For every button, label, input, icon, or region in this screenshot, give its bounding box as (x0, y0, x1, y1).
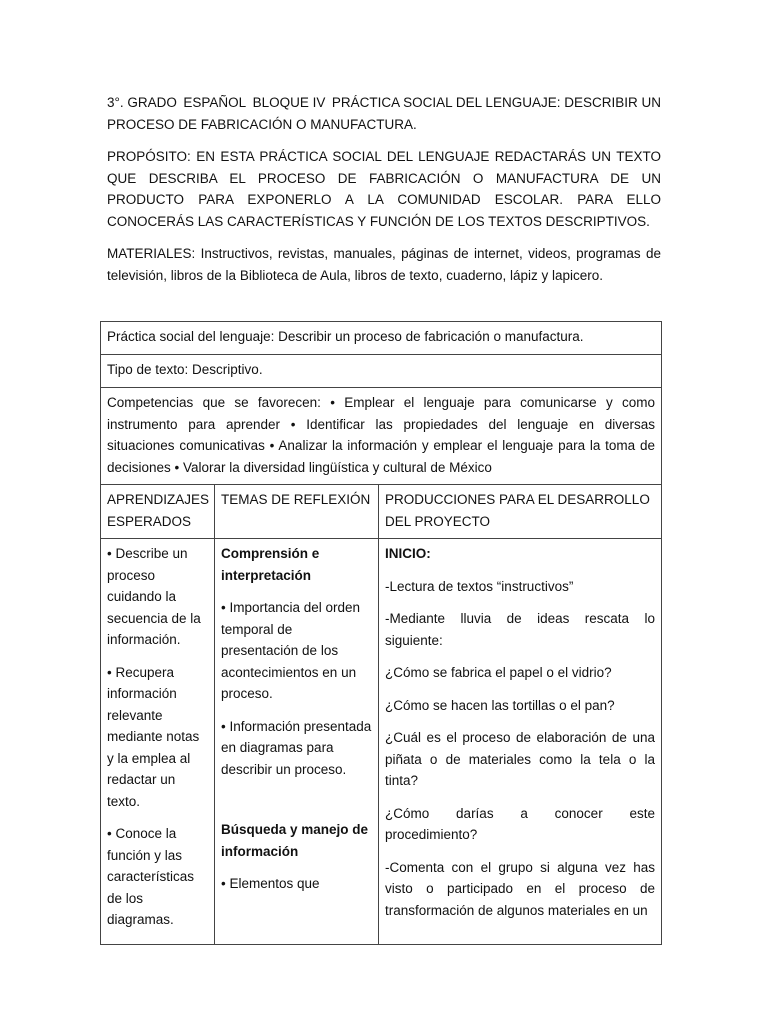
topic-heading: Búsqueda y manejo de información (221, 822, 369, 859)
topics-cell (215, 539, 379, 945)
production-line: -Lectura de textos “instructivos” (385, 578, 574, 594)
topic-heading: Comprensión e interpretación (221, 546, 320, 583)
col-header-productions: PRODUCCIONES PARA EL DESARROLLO DEL PROYECTO (379, 485, 662, 539)
learning-item: • Recupera información relevante mediante notas y la emplea al redactar un texto. (107, 664, 200, 809)
block-label: BLOQUE IV (252, 95, 326, 110)
table-row (101, 539, 662, 945)
production-line: -Comenta con el grupo si alguna vez has visto o participado en el proceso de transformación de algunos materiales en un (385, 859, 655, 918)
production-line: ¿Cuál es el proceso de elaboración de una piñata o de materiales como la tela o la tinta? (385, 730, 655, 788)
intro-section (107, 92, 661, 297)
practice-row: Práctica social del lenguaje: Describir un proceso de fabricación o manufactura. (101, 322, 662, 355)
table-row (101, 388, 662, 485)
word: ¿Cómo (385, 805, 430, 821)
table-row (101, 322, 662, 355)
col-header-learning: APRENDIZAJES ESPERADOS (101, 485, 215, 539)
subject-label: ESPAÑOL (183, 95, 247, 110)
word: conocer (554, 805, 603, 821)
production-line: ¿Cómo se fabrica el papel o el vidrio? (385, 665, 612, 680)
learning-cell (101, 539, 215, 945)
spaced-line (385, 803, 655, 825)
word: darías (456, 805, 494, 821)
topic-item: • Importancia del orden temporal de presentación de los acontecimientos en un proceso. (221, 600, 361, 701)
production-line: ¿Cómo se hacen las tortillas o el pan? (385, 697, 615, 713)
table-header-row (101, 485, 662, 539)
production-line: -Mediante lluvia de ideas rescata lo siguiente: (385, 611, 655, 648)
line-end: procedimiento? (385, 827, 478, 842)
project-table (100, 321, 662, 945)
competencies-row: Competencias que se favorecen: • Emplear el lenguaje para comunicarse y como instrumento para aprender • Identificar las propiedades del lenguaje en diversas situaciones comunicativas • Analizar la información y emplear el lenguaje para la toma de decisiones • Valorar la diversidad lingüística y cultural de México (101, 388, 662, 485)
productions-cell (379, 539, 662, 945)
practice-title-cont: PROCESO DE FABRICACIÓN O MANUFACTURA. (107, 116, 417, 132)
header-block (107, 92, 661, 135)
learning-item: • Describe un proceso cuidando la secuencia de la información. (107, 546, 201, 647)
grade-label: 3°. GRADO (107, 95, 177, 110)
practice-title: PRÁCTICA SOCIAL DEL LENGUAJE: DESCRIBIR UN (331, 95, 661, 110)
word: este (629, 805, 655, 821)
topic-item: • Información presentada en diagramas para describir un proceso. (221, 718, 372, 777)
purpose-paragraph: PROPÓSITO: EN ESTA PRÁCTICA SOCIAL DEL LENGUAJE REDACTARÁS UN TEXTO QUE DESCRIBA EL PROCESO DE FABRICACIÓN O MANUFACTURA DE UN PRODUCTO PARA EXPONERLO A LA COMUNIDAD ESCOLAR. PARA ELLO CONOCERÁS LAS CARACTERÍSTICAS Y FUNCIÓN DE LOS TEXTOS DESCRIPTIVOS. (107, 149, 661, 229)
table-row (101, 355, 662, 388)
production-line (385, 803, 655, 846)
header-line (107, 92, 661, 114)
production-heading: INICIO: (385, 546, 431, 561)
topic-item: • Elementos que (221, 876, 320, 891)
word: a (520, 805, 528, 821)
materials-paragraph: MATERIALES: Instructivos, revistas, manuales, páginas de internet, videos, programas de televisión, libros de la Biblioteca de Aula, libros de texto, cuaderno, lápiz y lapicero. (107, 246, 661, 283)
text-type-row: Tipo de texto: Descriptivo. (101, 355, 662, 388)
learning-item: • Conoce la función y las características de los diagramas. (107, 826, 195, 927)
col-header-topics: TEMAS DE REFLEXIÓN (215, 485, 379, 539)
header-line-2 (107, 114, 661, 136)
